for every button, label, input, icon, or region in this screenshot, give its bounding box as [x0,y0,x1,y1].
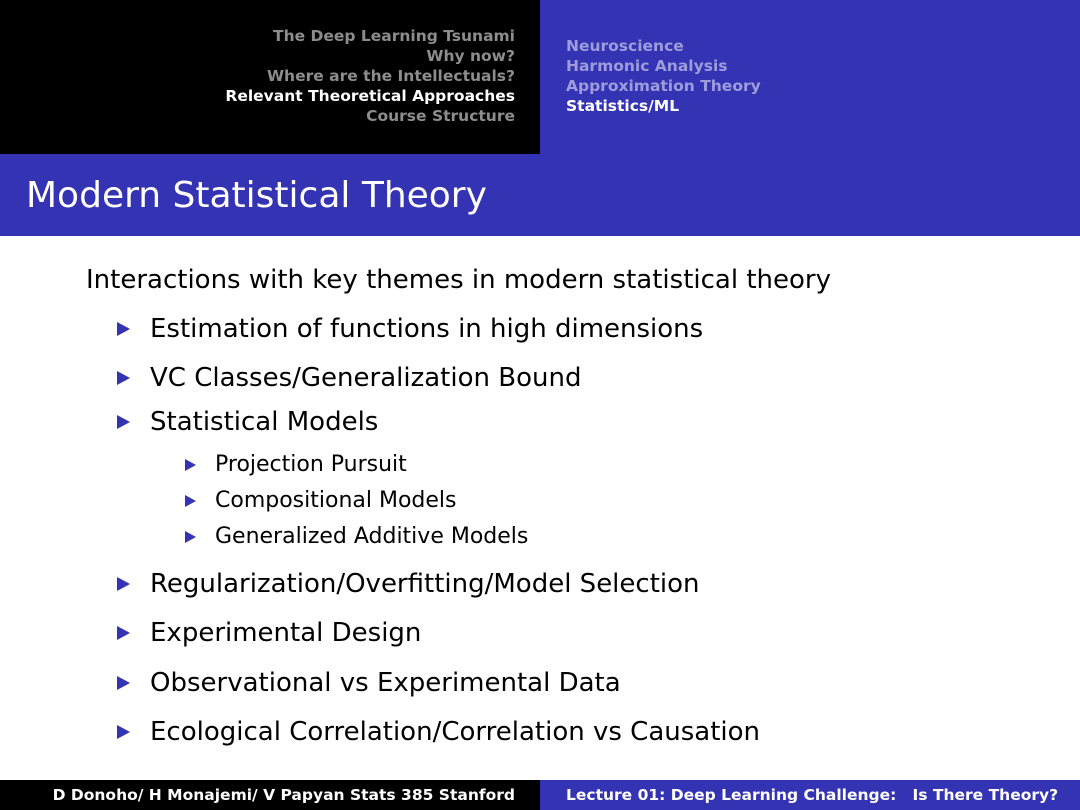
section-link-deep-learning-tsunami[interactable]: The Deep Learning Tsunami [273,27,515,45]
bullet-item [117,311,703,347]
triangle-bullet-icon [117,626,130,640]
triangle-bullet-icon [117,371,130,385]
sub-bullet-item [185,450,407,480]
subsection-link-harmonic-analysis[interactable]: Harmonic Analysis [566,57,728,75]
section-link-course-structure[interactable]: Course Structure [366,107,515,125]
bullet-item [117,665,621,701]
footer-lecture-text: Lecture 01: Deep Learning Challenge: Is There Theory? [566,786,1059,804]
intro-text: Interactions with key themes in modern statistical theory [86,265,831,295]
sub-bullet-item [185,486,457,516]
bullet-item [117,714,760,750]
section-list [225,26,515,126]
bullet-item [117,615,421,651]
sub-bullet-text: Compositional Models [215,488,457,513]
triangle-bullet-icon [117,415,130,429]
sub-bullet-text: Projection Pursuit [215,452,407,477]
subsection-link-approximation-theory[interactable]: Approximation Theory [566,77,761,95]
footer-authors-text: D Donoho/ H Monajemi/ V Papyan Stats 385 Stanford [52,786,515,804]
bullet-text: Observational vs Experimental Data [150,668,621,698]
slide-title: Modern Statistical Theory [26,175,487,216]
bullet-item [117,360,581,396]
bullet-text: Ecological Correlation/Correlation vs Causation [150,717,761,747]
subsection-link-neuroscience[interactable]: Neuroscience [566,37,684,55]
bullet-text: Experimental Design [150,618,422,648]
slide-title-bar [0,154,1080,236]
triangle-bullet-icon [117,322,130,336]
sub-bullet-text: Generalized Additive Models [215,524,529,549]
header-subsection-nav [540,0,1080,154]
triangle-bullet-icon [185,495,196,507]
section-link-intellectuals[interactable]: Where are the Intellectuals? [266,67,515,85]
triangle-bullet-icon [117,577,130,591]
footer-authors [0,780,540,810]
bullet-text: VC Classes/Generalization Bound [150,363,582,393]
subsection-list [566,36,761,116]
triangle-bullet-icon [117,725,130,739]
bullet-text: Regularization/Overfitting/Model Selection [150,569,700,599]
bullet-text: Estimation of functions in high dimensions [150,314,704,344]
triangle-bullet-icon [185,459,196,471]
bullet-item [117,566,700,602]
section-link-why-now[interactable]: Why now? [426,47,515,65]
footer-lecture [540,780,1080,810]
triangle-bullet-icon [185,531,196,543]
header-section-nav [0,0,540,154]
section-link-theoretical-approaches[interactable]: Relevant Theoretical Approaches [225,87,515,105]
bullet-text: Statistical Models [150,407,379,437]
sub-bullet-item [185,522,528,552]
subsection-link-statistics-ml[interactable]: Statistics/ML [566,97,680,115]
triangle-bullet-icon [117,676,130,690]
bullet-item [117,404,378,440]
